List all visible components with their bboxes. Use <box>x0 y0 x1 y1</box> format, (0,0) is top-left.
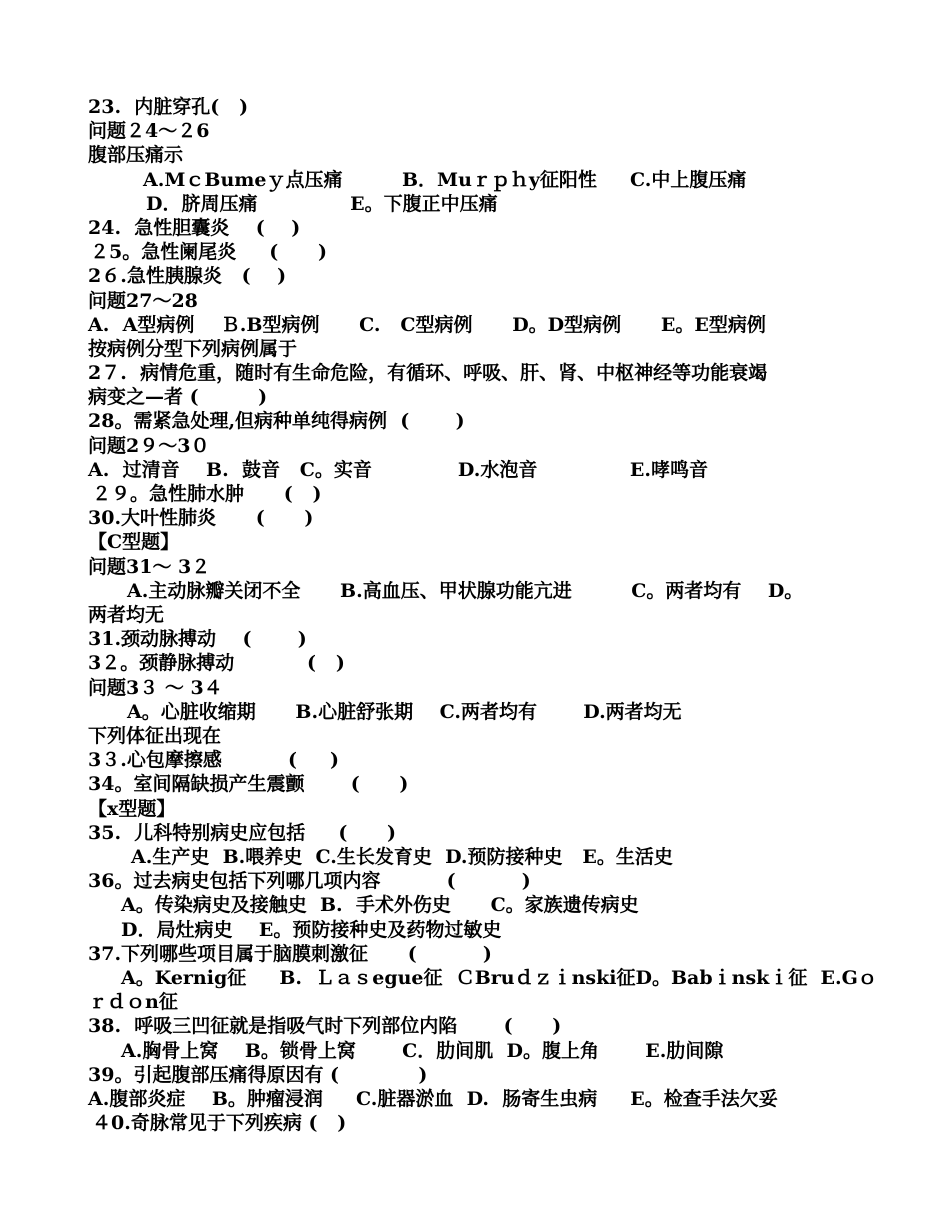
question-24: 24. 急性胆囊炎 ( ) <box>88 217 301 239</box>
options-37-line-1: A。Kernig征 B. Ｌａｓegue征 ＣBruｄｚｉnski征D。Babｉnskｉ征 E.Gｏ <box>121 967 877 989</box>
question-26: 2６.急性胰腺炎 ( ) <box>88 265 287 287</box>
question-29: ２９。急性肺水肿 ( ) <box>92 483 322 505</box>
options-29-30: A. 过清音 B. 鼓音 C。实音 D.水泡音 E.哮鸣音 <box>88 459 709 481</box>
question-33: 3３.心包摩擦感 ( ) <box>88 749 340 771</box>
group-header-33-34: 问题3３ ～ 3４ <box>88 677 223 699</box>
question-32: 3２。颈静脉搏动 ( ) <box>88 652 345 674</box>
group-header-24-26: 问题２4～２6 <box>88 120 210 142</box>
section-x-heading: 【x型题】 <box>88 798 176 820</box>
question-36: 36。过去病史包括下列哪几项内容 ( ) <box>88 870 531 892</box>
options-36-line-2: D．局灶病史 E。预防接种史及药物过敏史 <box>121 919 502 941</box>
question-31: 31.颈动脉搏动 ( ) <box>88 628 307 650</box>
question-34: 34。室间隔缺损产生震颤 ( ) <box>88 773 409 795</box>
group-header-31-32: 问题31～ 3２ <box>88 556 211 578</box>
question-37: 37.下列哪些项目属于脑膜刺激征 ( ) <box>88 943 492 965</box>
question-39: 39。引起腹部压痛得原因有 ( ) <box>88 1064 428 1086</box>
options-33-34: A。心脏收缩期 B.心脏舒张期 C.两者均有 D.两者均无 <box>127 701 682 723</box>
question-40: ４0.奇脉常见于下列疾病 ( ) <box>92 1112 347 1134</box>
question-35: 35. 儿科特别病史应包括 ( ) <box>88 822 397 844</box>
group-stem-33-34: 下列体征出现在 <box>88 725 222 747</box>
options-31-32-line-1: A.主动脉瓣关闭不全 B.高血压、甲状腺功能亢进 C。两者均有 D。 <box>127 580 804 602</box>
options-37-line-2: ｒｄｏn征 <box>88 991 178 1013</box>
options-31-32-line-2: 两者均无 <box>88 604 165 626</box>
group-header-27-28: 问题27～28 <box>88 290 198 312</box>
group-header-29-30: 问题2９～3０ <box>88 435 210 457</box>
options-35: A.生产史 B.喂养史 C.生长发育史 D.预防接种史 E。生活史 <box>131 846 673 868</box>
section-c-heading: 【C型题】 <box>88 531 180 553</box>
group-stem-27-28: 按病例分型下列病例属于 <box>88 338 298 360</box>
question-25: ２5。急性阑尾炎 ( ) <box>90 241 327 263</box>
question-27-line-2: 病变之—者 ( ) <box>88 386 268 408</box>
group-stem-24-26: 腹部压痛示 <box>88 144 184 166</box>
question-27-line-1: 2７. 病情危重，随时有生命危险，有循环、呼吸、肝、肾、中枢神经等功能衰竭 <box>88 362 768 384</box>
question-30: 30.大叶性肺炎 ( ) <box>88 507 314 529</box>
options-24-26-line-2: D．脐周压痛 E。下腹正中压痛 <box>146 193 498 215</box>
options-24-26-line-1: A.MｃBumeｙ点压痛 B．Muｒｐｈy征阳性 C.中上腹压痛 <box>143 169 747 191</box>
options-36-line-1: A。传染病史及接触史 B. 手术外伤史 C。家族遗传病史 <box>121 894 639 916</box>
question-28: 28。需紧急处理,但病种单纯得病例 ( ) <box>88 410 465 432</box>
options-27-28: A. A型病例 Ｂ.B型病例 C. C型病例 D。D型病例 E。E型病例 <box>88 314 766 336</box>
question-23: 23. 内脏穿孔( ) <box>88 96 249 118</box>
options-39: A.腹部炎症 B。肿瘤浸润 C.脏器淤血 D. 肠寄生虫病 E。检查手法欠妥 <box>88 1088 778 1110</box>
options-38: A.胸骨上窝 B。锁骨上窝 C．肋间肌 D。腹上角 E.肋间隙 <box>121 1040 724 1062</box>
question-38: 38. 呼吸三凹征就是指吸气时下列部位内陷 ( ) <box>88 1015 562 1037</box>
